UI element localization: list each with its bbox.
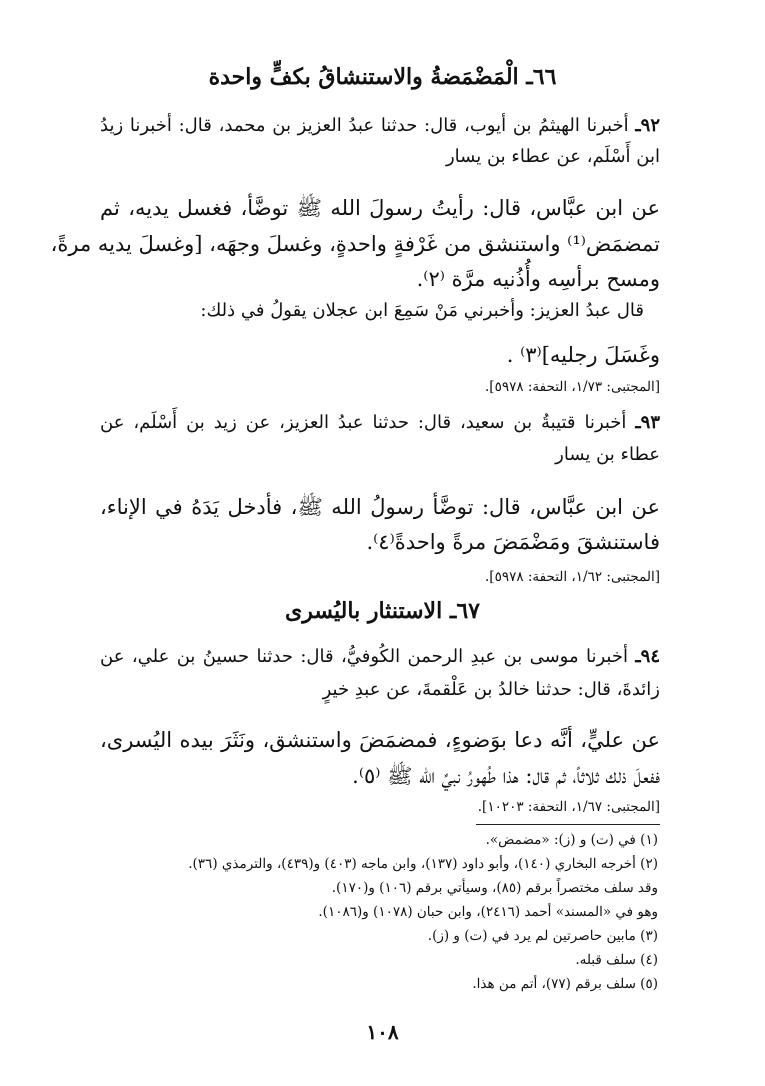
hadith-reference: [المجتبى: ١/٦٧، التحفة: ١٠٢٠٣].: [477, 799, 660, 815]
hadith-matn-line: فاستنشقَ ومَضْمَضَ مرةً واحدةً⁽٤⁾.: [366, 530, 660, 554]
section-heading: ٦٧ـ الاستنثار باليُسرى: [285, 598, 480, 624]
hadith-isnad-line: عطاء بن يسار: [555, 444, 660, 465]
hadith-matn-line: ففعلَ ذلك ثلاثاً، ثم قال: هذا طُهورُ نبيِّ الله ﷺ ⁽٥⁾.: [352, 764, 660, 788]
hadith-matn-line: عن عليٍّ، أنَّه دعا بوَضوءٍ، فمضمَضَ واستنشق، ونَثَرَ بيده اليُسرى،: [100, 728, 660, 752]
hadith-matn-line: ومسح برأسِه وأُذُنيه مرَّة ⁽٢⁾.: [416, 267, 660, 291]
hadith-isnad-line: ٩٣ـ أخبرنا قتيبةُ بن سعيد، قال: حدثنا عبدُ العزيز، عن زيد بن أَسْلَم، عن: [100, 412, 660, 433]
hadith-isnad-line: ابن أَسْلَم، عن عطاء بن يسار: [445, 146, 660, 167]
section-heading: ٦٦ـ الْمَضْمَضةُ والاستنشاقُ بكفٍّ واحدة: [208, 64, 557, 90]
page-number: ١٠٨: [366, 1020, 399, 1044]
hadith-isnad-line: زائدةَ، قال: حدثنا خالدُ بن عَلْقمةَ، عن عبدِ خيرٍ: [322, 679, 660, 700]
hadith-number: ٩٤ـ: [635, 646, 660, 667]
hadith-reference: [المجتبى: ١/٦٢، التحفة: ٥٩٧٨].: [485, 569, 660, 585]
footnote-line: وهو في «المسند» أحمد (٢٤١٦)، وابن حبان (١٠٧٨) و(١٠٨٦).: [318, 904, 658, 920]
footnote-divider: [476, 824, 660, 825]
hadith-number: ٩٣ـ: [635, 412, 660, 433]
footnote-line: (٤) سلف قبله.: [575, 952, 658, 968]
footnote-line: (٥) سلف برقم (٧٧)، أتم من هذا.: [472, 976, 658, 992]
hadith-number: ٩٢ـ: [635, 115, 660, 136]
hadith-reference: [المجتبى: ١/٧٣، التحفة: ٥٩٧٨].: [485, 379, 660, 395]
hadith-matn-line: عن ابن عبَّاس، قال: رأيتُ رسولَ الله ﷺ توضَّأ، فغسل يديه، ثم: [100, 196, 660, 220]
hadith-isnad-line: ٩٢ـ أخبرنا الهيثمُ بن أيوب، قال: حدثنا عبدُ العزيز بن محمد، قال: أخبرنا زيدُ: [100, 115, 660, 136]
hadith-addendum: قال عبدُ العزيز: وأخبرني مَنْ سَمِعَ ابن عجلان يقولُ في ذلك:: [200, 300, 644, 321]
footnote-line: (١) في (ت) و (ز): «مضمض».: [485, 832, 658, 848]
hadith-matn-line: تمضمَض⁽¹⁾ واستنشق من غَرْفةٍ واحدةٍ، وغسلَ وجهَه، [وغسلَ يديه مرةً،: [50, 232, 660, 256]
hadith-isnad-line: ٩٤ـ أخبرنا موسى بن عبدِ الرحمن الكُوفيُّ، قال: حدثنا حسينُ بن علي، عن: [100, 646, 660, 667]
footnote-line: (٣) مابين حاصرتين لم يرد في (ت) و (ز).: [427, 928, 658, 944]
hadith-addendum-quote: وغَسَلَ رجليه]⁽٣⁾ .: [506, 343, 660, 367]
hadith-matn-line: عن ابن عبَّاس، قال: توضَّأ رسولُ الله ﷺ، فأدخل يَدَهُ في الإناء،: [100, 495, 660, 519]
footnote-line: وقد سلف مختصراً برقم (٨٥)، وسيأتي برقم (١٠٦) و(١٧٠).: [331, 880, 658, 896]
footnote-line: (٢) أخرجه البخاري (١٤٠)، وأبو داود (١٣٧)، وابن ماجه (٤٠٣) و(٤٣٩)، والترمذي (٣٦).: [188, 856, 658, 872]
